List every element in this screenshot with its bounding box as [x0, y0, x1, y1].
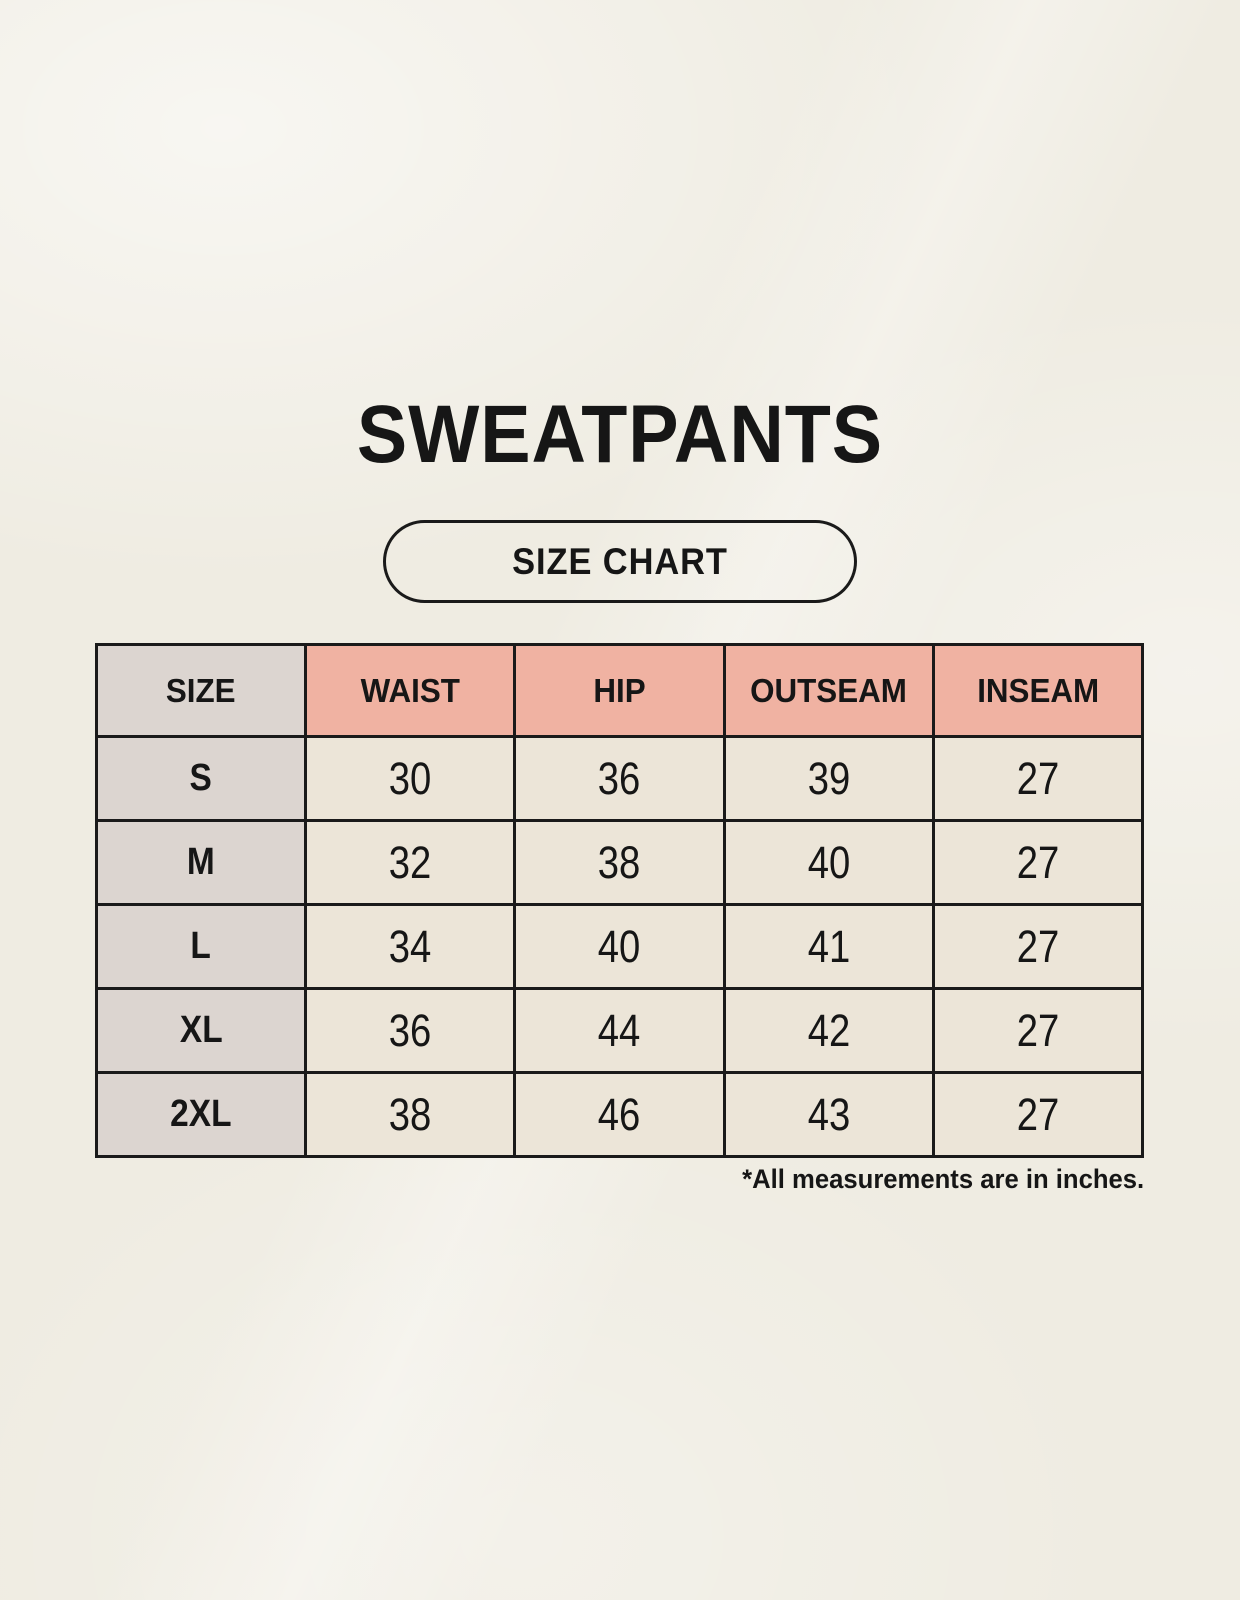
- cell-hip: 38: [515, 821, 724, 905]
- cell-outseam: 43: [724, 1073, 933, 1157]
- cell-waist: 30: [306, 737, 515, 821]
- cell-outseam: 41: [724, 905, 933, 989]
- cell-hip: 46: [515, 1073, 724, 1157]
- cell-waist: 34: [306, 905, 515, 989]
- cell-outseam: 39: [724, 737, 933, 821]
- page-title: [0, 389, 1240, 480]
- column-header-waist: WAIST: [306, 645, 515, 737]
- table-row-2xl: [97, 1073, 1143, 1157]
- cell-waist: 32: [306, 821, 515, 905]
- cell-inseam: 27: [933, 821, 1142, 905]
- measurements-footnote-text: *All measurements are in inches.: [741, 1164, 1144, 1194]
- table-row-xl: [97, 989, 1143, 1073]
- cell-inseam: 27: [933, 737, 1142, 821]
- cell-size: 2XL: [97, 1073, 306, 1157]
- cell-hip: 40: [515, 905, 724, 989]
- table-row-s: [97, 737, 1143, 821]
- cell-size: S: [97, 737, 306, 821]
- cell-outseam: 40: [724, 821, 933, 905]
- size-table: [95, 643, 1144, 1158]
- size-chart-badge: [383, 520, 857, 603]
- cell-size: L: [97, 905, 306, 989]
- measurements-footnote: [95, 1163, 1144, 1195]
- cell-inseam: 27: [933, 1073, 1142, 1157]
- cell-size: M: [97, 821, 306, 905]
- page-title-text: SWEATPANTS: [356, 389, 884, 480]
- column-header-hip: HIP: [515, 645, 724, 737]
- cell-inseam: 27: [933, 905, 1142, 989]
- table-row-m: [97, 821, 1143, 905]
- column-header-inseam: INSEAM: [933, 645, 1142, 737]
- table-row-l: [97, 905, 1143, 989]
- cell-waist: 36: [306, 989, 515, 1073]
- cell-waist: 38: [306, 1073, 515, 1157]
- cell-hip: 44: [515, 989, 724, 1073]
- cell-inseam: 27: [933, 989, 1142, 1073]
- cell-outseam: 42: [724, 989, 933, 1073]
- column-header-size: SIZE: [97, 645, 306, 737]
- size-chart-badge-label: SIZE CHART: [512, 540, 728, 582]
- column-header-outseam: OUTSEAM: [724, 645, 933, 737]
- cell-size: XL: [97, 989, 306, 1073]
- table-header-row: [97, 645, 1143, 737]
- cell-hip: 36: [515, 737, 724, 821]
